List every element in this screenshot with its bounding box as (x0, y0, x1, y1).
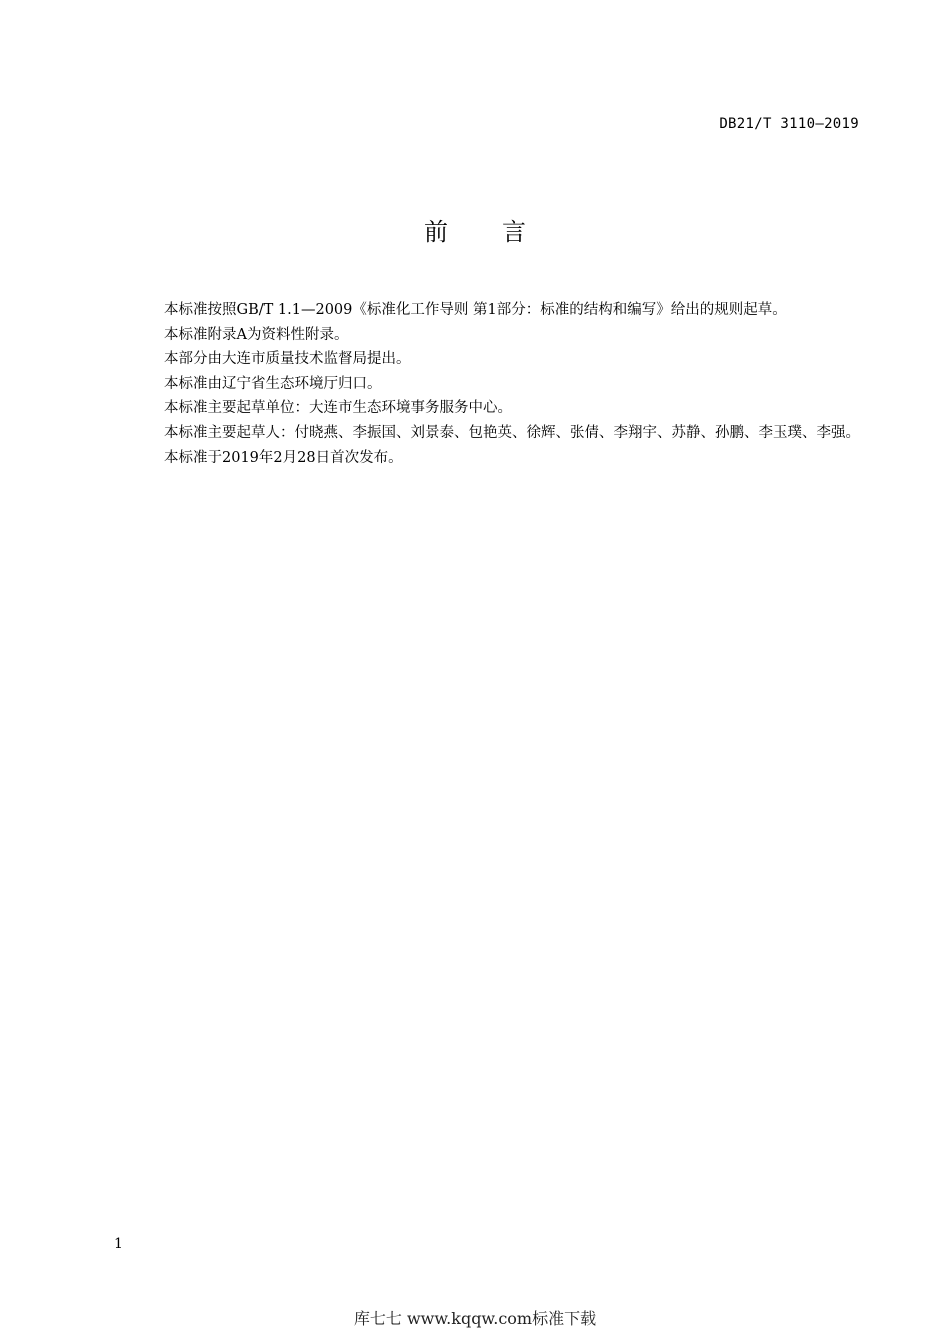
paragraph-administrator: 本标准由辽宁省生态环境厅归口。 (164, 375, 382, 392)
foreword-body (114, 298, 860, 470)
paragraph-release-date: 本标准于2019年2月28日首次发布。 (164, 449, 403, 466)
paragraph-proposer: 本部分由大连市质量技术监督局提出。 (164, 351, 411, 368)
paragraph-appendix: 本标准附录A为资料性附录。 (164, 326, 349, 343)
page-number: 1 (114, 1236, 123, 1252)
paragraph-drafters: 本标准主要起草人：付晓燕、李振国、刘景泰、包艳英、徐辉、张倩、李翔宇、苏静、孙鹏、李玉璞、李强。 (164, 424, 860, 441)
document-code: DB21/T 3110—2019 (719, 116, 859, 132)
footer-watermark: 库七七 www.kqqw.com标准下载 (353, 1309, 597, 1328)
paragraph-drafting-rules: 本标准按照GB/T 1.1—2009《标准化工作导则 第1部分：标准的结构和编写》给出的规则起草。 (164, 302, 787, 318)
paragraph-drafting-unit: 本标准主要起草单位：大连市生态环境事务服务中心。 (164, 400, 512, 417)
page-title: 前言 (424, 218, 580, 246)
